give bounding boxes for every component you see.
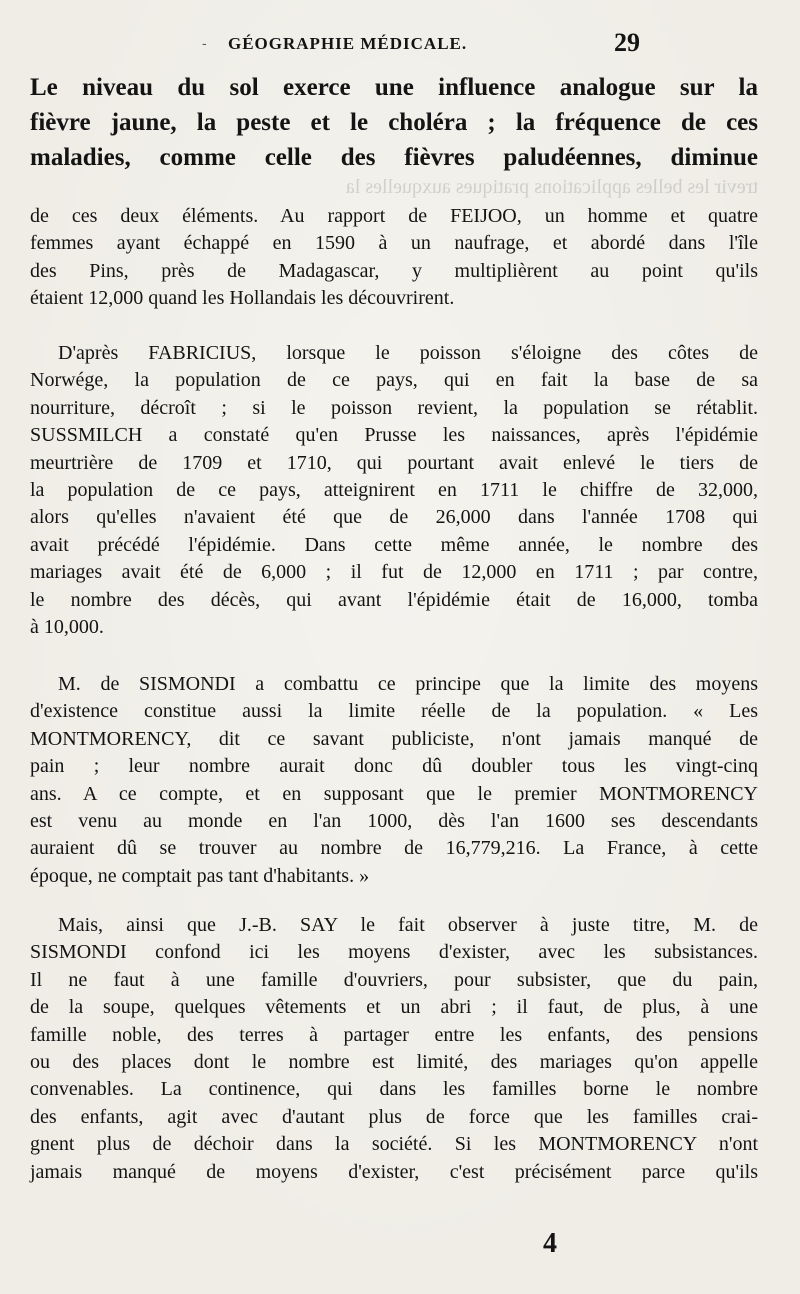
body-line: MONTMORENCY, dit ce savant publiciste, n'ont jamais manqué de	[30, 727, 758, 750]
body-line: des enfants, agit avec d'autant plus de force que les familles crai-	[30, 1105, 758, 1128]
intro-line: maladies, comme celle des fièvres paludéennes, diminue	[30, 144, 758, 171]
body-line: jamais manqué de moyens d'exister, c'est précisément parce qu'ils	[30, 1160, 758, 1183]
body-line: des Pins, près de Madagascar, y multiplièrent au point qu'ils	[30, 259, 758, 282]
body-line: Norwége, la population de ce pays, qui en fait la base de sa	[30, 369, 758, 392]
body-line: ou des places dont le nombre est limité, des mariages qu'on appelle	[30, 1051, 758, 1074]
body-line: Il ne faut à une famille d'ouvriers, pour subsister, que du pain,	[30, 968, 758, 991]
body-line: SUSSMILCH a constaté qu'en Prusse les naissances, après l'épidémie	[30, 424, 758, 447]
paragraph-sismondi	[30, 671, 758, 890]
paragraph-fabricius	[30, 340, 758, 641]
body-line: D'après FABRICIUS, lorsque le poisson s'éloigne des côtes de	[58, 342, 758, 364]
body-line: mariages avait été de 6,000 ; il fut de 12,000 en 1711 ; par contre,	[30, 561, 758, 584]
intro-line: Le niveau du sol exerce une influence analogue sur la	[30, 74, 758, 101]
intro-paragraph	[30, 70, 758, 175]
paragraph-say	[30, 912, 758, 1186]
running-head: GÉOGRAPHIE MÉDICALE.	[228, 34, 468, 53]
body-line: famille noble, des terres à partager entre les enfants, des pensions	[30, 1023, 758, 1046]
body-line: à 10,000.	[30, 616, 104, 639]
body-line: SISMONDI confond ici les moyens d'exister, avec les subsistances.	[30, 941, 758, 964]
paragraph-feijoo	[30, 203, 758, 313]
body-line: M. de SISMONDI a combattu ce principe que la limite des moyens	[58, 673, 758, 695]
body-line: d'existence constitue aussi la limite réelle de la population. « Les	[30, 700, 758, 723]
page-number: 29	[614, 28, 640, 57]
header-dash: -	[202, 36, 207, 52]
body-line: ans. A ce compte, et en supposant que le premier MONTMORENCY	[30, 782, 758, 805]
body-line: meurtrière de 1709 et 1710, qui pourtant avait enlevé le tiers de	[30, 451, 758, 474]
body-line: de ces deux éléments. Au rapport de FEIJOO, un homme et quatre	[30, 205, 758, 227]
body-line: gnent plus de déchoir dans la société. Si les MONTMORENCY n'ont	[30, 1133, 758, 1156]
signature-mark: 4	[543, 1228, 557, 1259]
body-line: de la soupe, quelques vêtements et un abri ; il faut, de plus, à une	[30, 996, 758, 1019]
bleed-through-text: trevir les belles applications pratiques auxquelles la	[345, 176, 758, 198]
body-line: le nombre des décès, qui avant l'épidémie était de 16,000, tomba	[30, 588, 758, 611]
body-line: auraient dû se trouver au nombre de 16,779,216. La France, à cette	[30, 837, 758, 860]
body-line: Mais, ainsi que J.-B. SAY le fait observer à juste titre, M. de	[58, 914, 758, 936]
intro-line: fièvre jaune, la peste et le choléra ; la fréquence de ces	[30, 109, 758, 136]
body-line: convenables. La continence, qui dans les familles borne le nombre	[30, 1078, 758, 1101]
body-line: nourriture, décroît ; si le poisson revient, la population se rétablit.	[30, 396, 758, 419]
body-line: la population de ce pays, atteignirent en 1711 le chiffre de 32,000,	[30, 479, 758, 502]
body-line: époque, ne comptait pas tant d'habitants. »	[30, 864, 370, 887]
body-line: pain ; leur nombre aurait donc dû doubler tous les vingt-cinq	[30, 755, 758, 778]
body-line: étaient 12,000 quand les Hollandais les découvrirent.	[30, 287, 455, 310]
page-header	[0, 30, 800, 60]
body-line: alors qu'elles n'avaient été que de 26,000 dans l'année 1708 qui	[30, 506, 758, 529]
body-line: avait précédé l'épidémie. Dans cette même année, le nombre des	[30, 533, 758, 556]
body-line: femmes ayant échappé en 1590 à un naufrage, et abordé dans l'île	[30, 232, 758, 255]
body-line: est venu au monde en l'an 1000, dès l'an 1600 ses descendants	[30, 810, 758, 833]
